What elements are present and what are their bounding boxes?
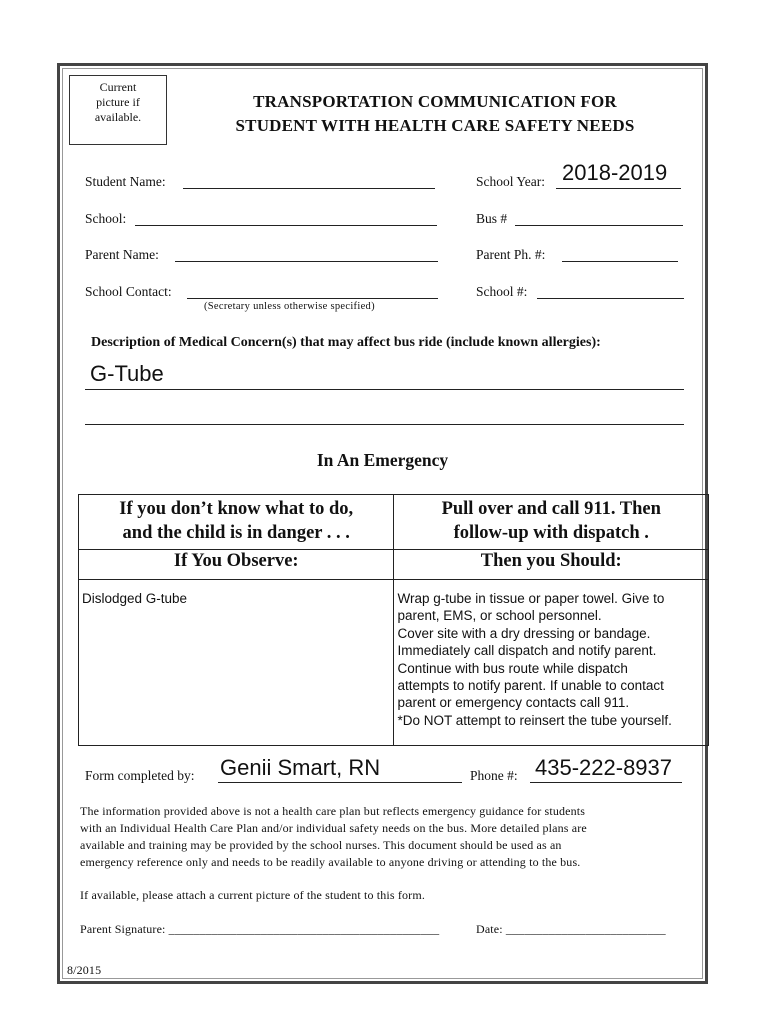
school-contact-field[interactable] [187, 298, 438, 299]
phone-field[interactable] [530, 782, 682, 783]
call-911-line-2: follow-up with dispatch . [453, 523, 649, 543]
danger-instruction-cell [79, 495, 394, 550]
danger-line-2: and the child is in danger . . . [122, 523, 350, 543]
should-line: Cover site with a dry dressing or bandage. [397, 625, 651, 641]
call-911-cell [394, 495, 709, 550]
form-completed-by-label: Form completed by: [85, 768, 195, 783]
medical-concern-label: Description of Medical Concern(s) that may affect bus ride (include known allergies): [91, 335, 601, 350]
school-number-label: School #: [476, 284, 528, 299]
medical-concern-line-2[interactable] [85, 424, 684, 425]
parent-phone-field[interactable] [562, 261, 678, 262]
medical-concern-line-1[interactable] [85, 389, 684, 390]
photo-box-text-3: available. [94, 110, 142, 124]
parent-name-field[interactable] [175, 261, 438, 262]
date-field[interactable]: Date: __________________________ [476, 922, 666, 936]
phone-value: 435-222-8937 [535, 755, 673, 780]
should-line: parent, EMS, or school personnel. [397, 608, 602, 624]
school-year-value: 2018-2019 [562, 160, 668, 185]
observe-header: If You Observe: [79, 550, 394, 580]
danger-line-1: If you don’t know what to do, [119, 499, 354, 519]
bus-number-label: Bus # [476, 211, 508, 226]
school-field[interactable] [135, 225, 437, 226]
observe-value: Dislodged G-tube [82, 591, 188, 606]
bus-number-field[interactable] [515, 225, 683, 226]
emergency-table [78, 494, 709, 746]
info-paragraph [80, 803, 695, 871]
school-year-label: School Year: [476, 174, 546, 189]
form-completed-by-field[interactable] [218, 782, 462, 783]
should-line: *Do NOT attempt to reinsert the tube yourself. [397, 712, 672, 728]
school-label: School: [85, 211, 127, 226]
should-header: Then you Should: [394, 550, 709, 580]
parent-phone-label: Parent Ph. #: [476, 247, 546, 262]
student-name-field[interactable] [183, 188, 435, 189]
observe-value-cell[interactable] [79, 580, 394, 746]
parent-name-label: Parent Name: [85, 247, 159, 262]
medical-concern-value: G-Tube [90, 361, 164, 386]
attach-picture-note: If available, please attach a current picture of the student to this form. [80, 888, 425, 902]
form-title-line1: TRANSPORTATION COMMUNICATION FOR [253, 92, 617, 111]
should-line: Continue with bus route while dispatch [397, 660, 628, 676]
school-contact-label: School Contact: [85, 284, 172, 299]
info-line: available and training may be provided by the school nurses. This document should be used as an [80, 838, 562, 852]
parent-signature-field[interactable]: Parent Signature: ____________________________________________ [80, 922, 440, 936]
student-name-label: Student Name: [85, 174, 166, 189]
school-contact-note: (Secretary unless otherwise specified) [204, 301, 375, 312]
form-title-line2: STUDENT WITH HEALTH CARE SAFETY NEEDS [235, 116, 635, 135]
info-line: The information provided above is not a health care plan but reflects emergency guidance for students [80, 804, 586, 818]
call-911-line-1: Pull over and call 911. Then [441, 499, 661, 519]
school-year-field[interactable] [556, 188, 681, 189]
should-line: Immediately call dispatch and notify parent. [397, 643, 657, 659]
should-value-cell[interactable] [394, 580, 709, 746]
emergency-heading: In An Emergency [316, 450, 449, 470]
school-number-field[interactable] [537, 298, 684, 299]
photo-box-text-2: picture if [96, 95, 140, 109]
phone-label: Phone #: [470, 768, 518, 783]
info-line: with an Individual Health Care Plan and/or individual safety needs on the bus. More detailed plans are [80, 821, 587, 835]
should-line: attempts to notify parent. If unable to contact [397, 678, 664, 694]
form-version: 8/2015 [67, 963, 102, 977]
info-line: emergency reference only and needs to be readily available to anyone driving or attending to the bus. [80, 855, 581, 869]
photo-box-text-1: Current [99, 80, 137, 94]
form-completed-by-value: Genii Smart, RN [220, 755, 381, 780]
should-line: Wrap g-tube in tissue or paper towel. Give to [397, 591, 665, 606]
should-line: parent or emergency contacts call 911. [397, 695, 630, 711]
student-photo-placeholder[interactable] [69, 75, 167, 145]
